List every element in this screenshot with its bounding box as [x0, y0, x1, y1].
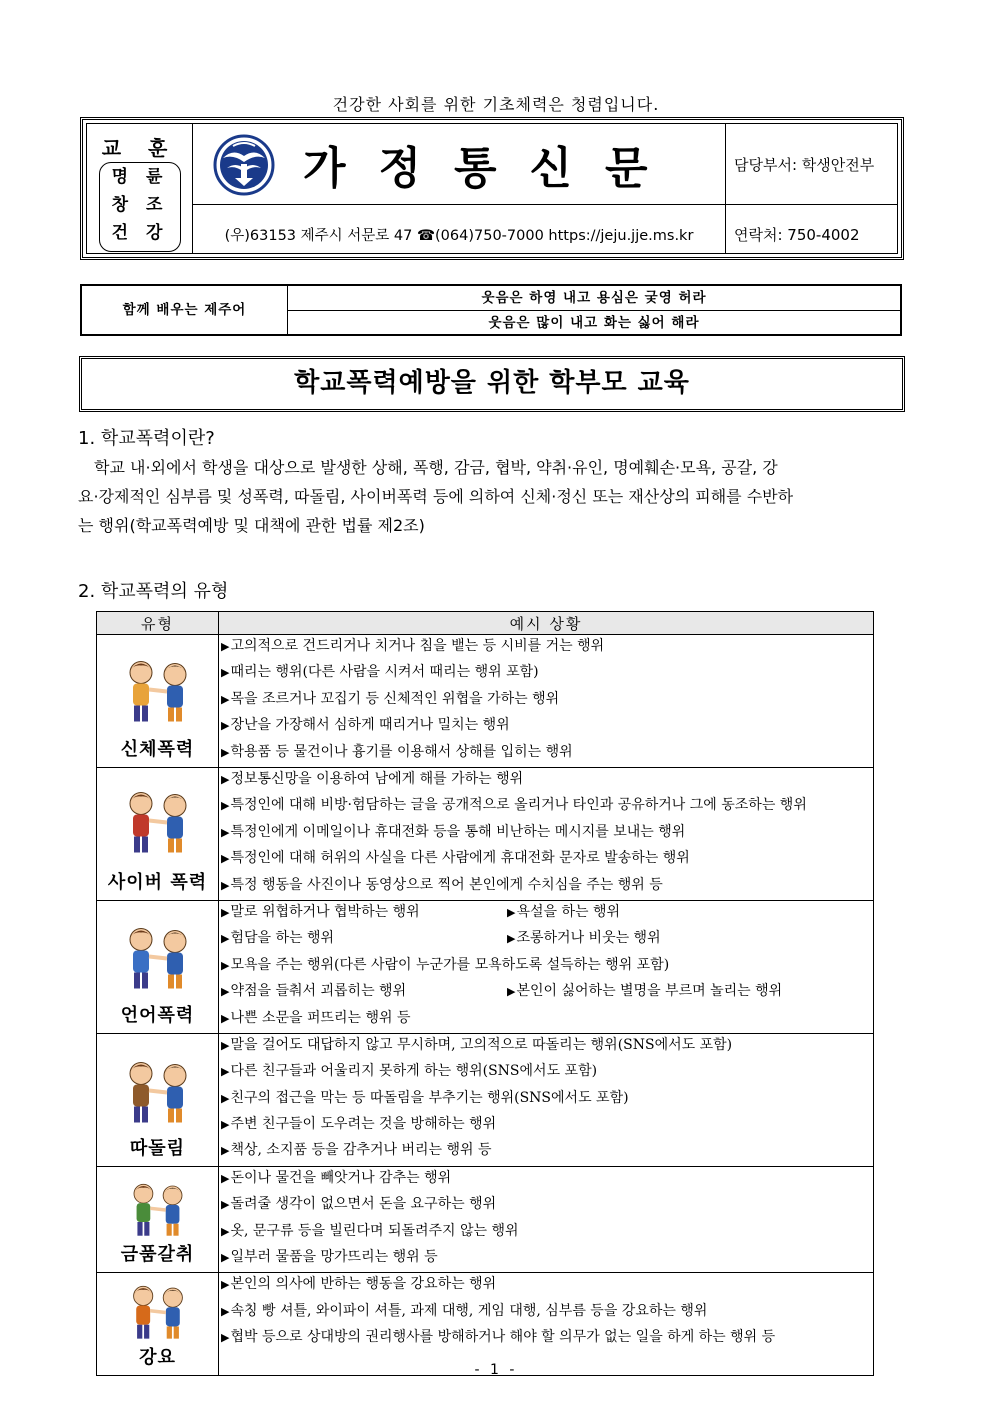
bullet-triangle-icon: ▶ [221, 825, 230, 839]
example-item [219, 635, 873, 661]
bullet-triangle-icon: ▶ [221, 1304, 230, 1318]
type-cell [97, 635, 219, 768]
bullet-triangle-icon: ▶ [221, 1118, 230, 1132]
example-text: 약점을 들춰서 괴롭히는 행위 [230, 983, 407, 1000]
bullet-triangle-icon: ▶ [221, 1038, 230, 1052]
bullet-triangle-icon: ▶ [221, 1251, 230, 1265]
example-text: 모욕을 주는 행위(다른 사람이 누군가를 모욕하도록 설득하는 행위 포함) [230, 956, 670, 973]
type-cell [97, 767, 219, 900]
bullet-triangle-icon: ▶ [221, 852, 230, 866]
example-text: 특정인에 대해 허위의 사실을 다른 사람에게 휴대전화 문자로 발송하는 행위 [230, 850, 690, 867]
bullet-triangle-icon: ▶ [221, 1011, 230, 1025]
examples-cell [219, 767, 874, 900]
jeju-dialect-sentence: 웃음은 하영 내고 용심은 궂영 허라 [288, 286, 900, 311]
violence-types-table [96, 611, 874, 1376]
example-item [219, 874, 873, 900]
example-item [219, 954, 873, 980]
children-extortion-illustration [115, 1180, 201, 1240]
bullet-triangle-icon: ▶ [221, 985, 230, 999]
example-item [219, 1139, 873, 1165]
bullet-triangle-icon: ▶ [221, 932, 230, 946]
section-heading: 1. 학교폭력이란? [78, 428, 215, 449]
example-text: 속칭 빵 셔틀, 와이파이 셔틀, 과제 대행, 게임 대행, 심부름 등을 강요하는 행위 [230, 1302, 708, 1319]
example-item [219, 1273, 873, 1299]
example-text: 본인의 의사에 반하는 행동을 강요하는 행위 [230, 1276, 497, 1293]
column-header-type: 유형 [97, 612, 219, 635]
table-row [97, 1033, 874, 1166]
table-row [97, 635, 874, 768]
example-left [221, 901, 507, 927]
contact-number: 연락처: 750-4002 [734, 226, 860, 244]
example-text: 때리는 행위(다른 사람을 시켜서 때리는 행위 포함) [230, 664, 539, 681]
column-header-example: 예시 상황 [219, 612, 874, 635]
example-item [219, 714, 873, 740]
example-item [219, 1167, 873, 1193]
example-item [219, 1193, 873, 1219]
jeju-dialect-box [80, 284, 902, 336]
bullet-triangle-icon: ▶ [221, 1065, 230, 1079]
bullet-triangle-icon: ▶ [221, 878, 230, 892]
example-text: 특정인에 대해 비방·험담하는 글을 공개적으로 올리거나 타인과 공유하거나 그에 동조하는 행위 [230, 797, 807, 814]
page-number: - 1 - [474, 1362, 518, 1378]
child-with-red-phone-illustration [115, 777, 201, 868]
example-left [221, 957, 669, 973]
example-text: 험담을 하는 행위 [230, 930, 335, 947]
example-text: 나쁜 소문을 퍼뜨리는 행위 등 [230, 1009, 411, 1026]
child-shouting-illustration [115, 916, 201, 1001]
examples-cell [219, 1273, 874, 1376]
example-text: 목을 조르거나 꼬집기 등 신체적인 위협을 가하는 행위 [230, 690, 560, 707]
example-text: 욕설을 하는 행위 [516, 903, 621, 920]
example-text: 학용품 등 물건이나 흉기를 이용해서 상해를 입히는 행위 [230, 743, 573, 760]
example-text: 특정인에게 이메일이나 휴대전화 등을 통해 비난하는 메시지를 보내는 행위 [230, 823, 686, 840]
bullet-triangle-icon: ▶ [221, 772, 230, 786]
definition-paragraph [78, 453, 910, 540]
bullet-triangle-icon: ▶ [221, 1278, 230, 1292]
example-item [219, 1300, 873, 1326]
bullet-triangle-icon: ▶ [507, 905, 516, 919]
example-text: 말을 걸어도 대답하지 않고 무시하며, 고의적으로 따돌리는 행위(SNS에서도 포함) [230, 1036, 733, 1053]
example-left [221, 1010, 411, 1026]
example-item [219, 1113, 873, 1139]
example-text: 다른 친구들과 어울리지 못하게 하는 행위(SNS에서도 포함) [230, 1063, 598, 1080]
violence-type-name: 금품갈취 [120, 1244, 195, 1266]
example-item [219, 847, 873, 873]
example-text: 일부러 물품을 망가뜨리는 행위 등 [230, 1249, 438, 1266]
example-item [219, 927, 873, 953]
example-left [221, 927, 507, 953]
motto-line: 건강한 사회를 위한 기초체력은 청렴입니다. [332, 95, 660, 114]
two-children-fighting-illustration [115, 648, 201, 735]
examples-cell [219, 1166, 874, 1273]
children-coercion-illustration [115, 1282, 201, 1343]
example-text: 협박 등으로 상대방의 권리행사를 방해하거나 해야 할 의무가 없는 일을 하게 하는 행위 등 [230, 1329, 776, 1346]
bullet-triangle-icon: ▶ [221, 1331, 230, 1345]
example-right [507, 901, 620, 927]
contact-panel [726, 124, 897, 253]
newsletter-title: 가정통신문 [303, 143, 681, 194]
violence-type-name: 사이버 폭력 [107, 871, 208, 893]
bullet-triangle-icon: ▶ [221, 692, 230, 706]
bullet-triangle-icon: ▶ [221, 1144, 230, 1158]
table-row [97, 900, 874, 1033]
bullet-triangle-icon: ▶ [221, 745, 230, 759]
example-text: 조롱하거나 비웃는 행위 [516, 930, 661, 947]
jeju-dialect-label: 함께 배우는 제주어 [82, 286, 288, 334]
type-cell [97, 1166, 219, 1273]
bullet-triangle-icon: ▶ [221, 666, 230, 680]
school-motto-box [99, 162, 181, 252]
example-item [219, 688, 873, 714]
example-text: 장난을 가장해서 심하게 때리거나 밀치는 행위 [230, 717, 510, 734]
school-motto-line: 명 륜 [111, 167, 169, 187]
example-text: 돌려줄 생각이 없으면서 돈을 요구하는 행위 [230, 1196, 497, 1213]
example-item [219, 980, 873, 1006]
bullet-triangle-icon: ▶ [507, 985, 516, 999]
bullet-triangle-icon: ▶ [221, 1198, 230, 1212]
example-text: 말로 위협하거나 협박하는 행위 [230, 903, 420, 920]
examples-cell [219, 900, 874, 1033]
violence-type-name: 신체폭력 [120, 738, 195, 760]
paragraph-line: 학교 내·외에서 학생을 대상으로 발생한 상해, 폭행, 감금, 협박, 약취·유인, 명예훼손·모욕, 공갈, 강 [94, 458, 778, 477]
table-row [97, 1273, 874, 1376]
bullet-triangle-icon: ▶ [221, 1171, 230, 1185]
example-text: 특정 행동을 사진이나 동영상으로 찍어 본인에게 수치심을 주는 행위 등 [230, 876, 663, 893]
example-text: 정보통신망을 이용하여 남에게 해를 가하는 행위 [230, 770, 524, 787]
example-item [219, 768, 873, 794]
example-text: 친구의 접근을 막는 등 따돌림을 부추기는 행위(SNS에서도 포함) [230, 1089, 629, 1106]
bullet-triangle-icon: ▶ [221, 905, 230, 919]
section-heading: 2. 학교폭력의 유형 [78, 581, 229, 602]
bullet-triangle-icon: ▶ [221, 640, 230, 653]
table-row [97, 1166, 874, 1273]
example-item [219, 1220, 873, 1246]
bullet-triangle-icon: ▶ [221, 799, 230, 813]
jeju-dialect-translation: 웃음은 많이 내고 화는 싫어 해라 [488, 315, 700, 331]
example-text: 본인이 싫어하는 별명을 부르며 놀리는 행위 [516, 983, 783, 1000]
example-item [219, 821, 873, 847]
example-text: 책상, 소지품 등을 감추거나 버리는 행위 등 [230, 1142, 492, 1159]
examples-cell [219, 1033, 874, 1166]
example-item [219, 661, 873, 687]
type-cell [97, 1273, 219, 1376]
paragraph-line: 요·강제적인 심부름 및 성폭력, 따돌림, 사이버폭력 등에 의하여 신체·정신 또는 재산상의 피해를 수반하 [78, 487, 794, 506]
violence-type-name: 따돌림 [129, 1137, 186, 1159]
bullet-triangle-icon: ▶ [507, 932, 516, 946]
example-left [221, 980, 507, 1006]
paragraph-line: 는 행위(학교폭력예방 및 대책에 관한 법률 제2조) [78, 516, 425, 535]
example-text: 옷, 문구류 등을 빌린다며 되돌려주지 않는 행위 [230, 1222, 519, 1239]
school-logo-icon [213, 134, 275, 196]
type-cell [97, 900, 219, 1033]
example-item [219, 1326, 873, 1352]
example-text: 주변 친구들이 도우려는 것을 방해하는 행위 [230, 1116, 497, 1133]
bullet-triangle-icon: ▶ [221, 1091, 230, 1105]
bullet-triangle-icon: ▶ [221, 958, 230, 972]
main-title: 학교폭력예방을 위한 학부모 교육 [79, 356, 905, 412]
example-item [219, 741, 873, 767]
example-text: 돈이나 물건을 빼앗거나 감추는 행위 [230, 1169, 452, 1186]
table-row [97, 767, 874, 900]
school-motto-line: 창 조 [111, 195, 169, 215]
example-item [219, 1087, 873, 1113]
school-motto-title: 교 훈 [101, 136, 178, 160]
examples-cell [219, 635, 874, 768]
example-right [507, 980, 782, 1006]
type-cell [97, 1033, 219, 1166]
example-text: 고의적으로 건드리거나 치거나 침을 뱉는 등 시비를 거는 행위 [230, 638, 605, 654]
example-item [219, 1034, 873, 1060]
school-motto-panel [87, 124, 193, 253]
school-address: (우)63153 제주시 서문로 47 ☎(064)750-7000 https://jeju.jje.ms.kr [224, 228, 694, 244]
violence-type-name: 강요 [139, 1347, 176, 1369]
title-panel [193, 124, 726, 253]
department-label: 담당부서: 학생안전부 [734, 156, 875, 174]
children-excluding-illustration [115, 1051, 201, 1134]
bullet-triangle-icon: ▶ [221, 1224, 230, 1238]
example-item [219, 1007, 873, 1033]
school-motto-line: 건 강 [111, 223, 169, 243]
example-item [219, 1060, 873, 1086]
example-item [219, 794, 873, 820]
violence-type-name: 언어폭력 [120, 1004, 195, 1026]
example-right [507, 927, 661, 953]
bullet-triangle-icon: ▶ [221, 719, 230, 733]
example-item [219, 1246, 873, 1272]
example-item [219, 901, 873, 927]
newsletter-header [80, 117, 904, 260]
